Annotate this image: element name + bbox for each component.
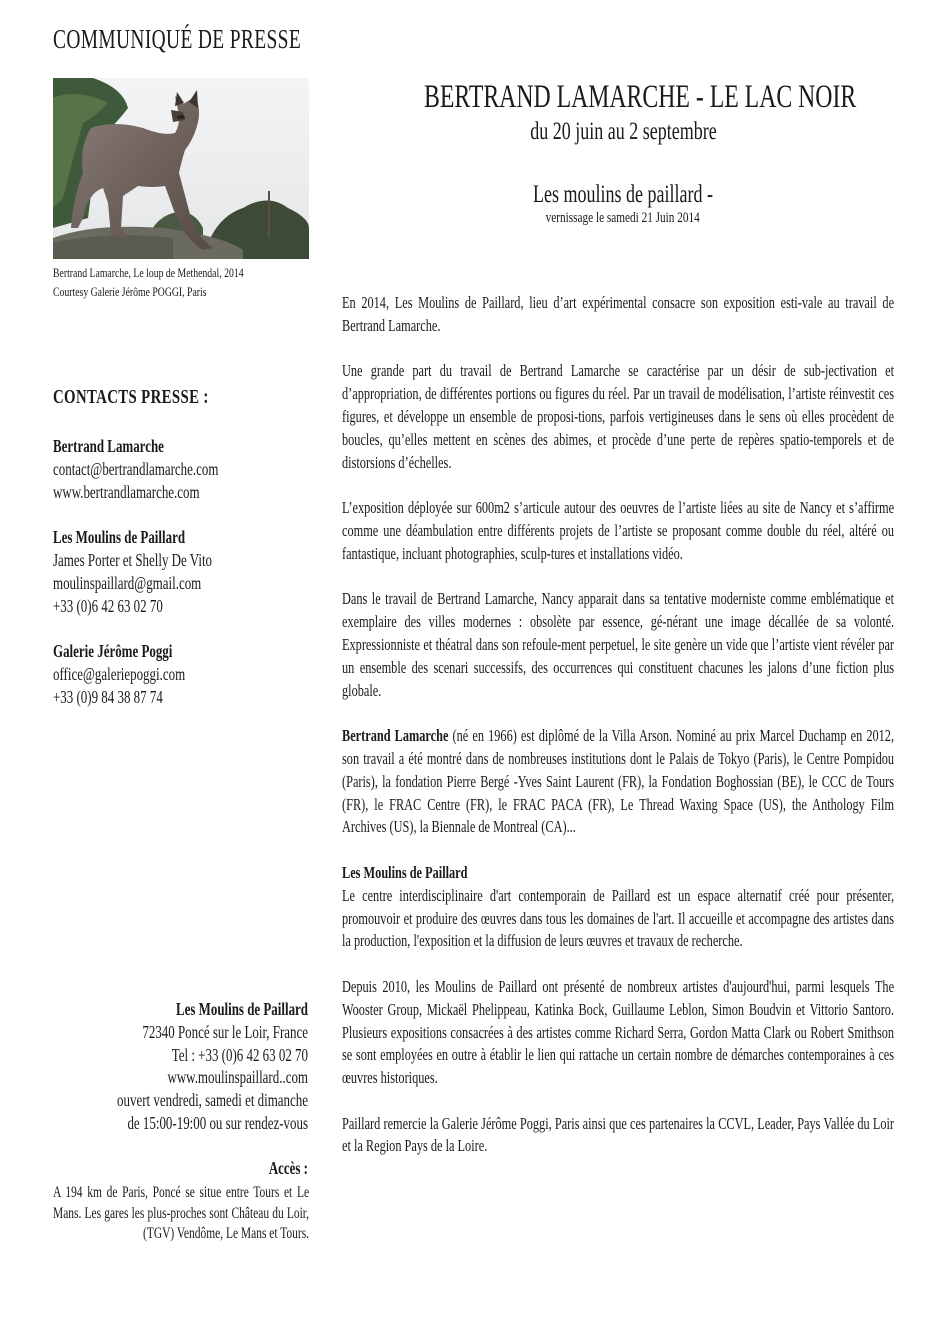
paragraph-exhibition: L’exposition déployée sur 600m2 s’articule autour des oeuvres de l’artiste liées au site de Nancy et s’affirme comme une déambulation entre différents projets de l’artiste se proposant comme double du réel, altéré ou fantastique, incluant photographies, sculp-tures et installations vidéo. [342, 498, 895, 563]
paragraph-bio [342, 725, 894, 839]
photo-caption [53, 264, 297, 302]
address-opening-hours: de 15:00-19:00 ou sur rendez-vous [127, 1112, 308, 1133]
contact-galerie-poggi [53, 640, 349, 708]
press-contacts [53, 385, 453, 731]
caption-line-1: Bertrand Lamarche, Le loup de Methendal, 2014 [53, 266, 244, 280]
contact-email-link[interactable]: contact@bertrandlamarche.com [53, 458, 219, 479]
paragraph-history: Depuis 2010, les Moulins de Paillard ont présenté de nombreux artistes d'aujourd'hui, parmi lesquels The Wooster Group, Mickaël Phelippeau, Katinka Bock, Guillaume Leblon, Simon Boudvin et Vittorio Santoro. Plusieurs expositions consacrées à des artistes comme Richard Serra, Gordon Matta Clark ou Robert Smithson se sont employées en outre à établir le lien qui rattache un certain nombre de démarches contemporaines à ces œuvres historiques. [342, 976, 895, 1088]
venue-section-heading: Les Moulins de Paillard [342, 862, 468, 882]
access-heading: Accès : [268, 1157, 308, 1178]
contact-moulins-de-paillard [53, 526, 349, 617]
bio-artist-name: Bertrand Lamarche [342, 726, 449, 746]
contact-phone: +33 (0)6 42 63 02 70 [53, 595, 163, 616]
paragraph-practice: Une grande part du travail de Bertrand Lamarche se caractérise par un désir de sub-jectivation et d’appropriation, de différentes portions ou figures du réel. Par un travail de modélisation, l’artiste réinvestit ces figures, et développe un ensemble de proposi-tions, parfois vertigineuses dans le sens où elles procèdent de boucles, qu’elles mettent en scènes des abimes, et procède d’une perte de repères spatio-temporels et de distorsions d’échelles. [342, 361, 895, 472]
exhibition-title-text: BERTRAND LAMARCHE - LE LAC NOIR [424, 79, 857, 115]
exhibition-dates-text: du 20 juin au 2 septembre [529, 118, 717, 145]
contact-name: Les Moulins de Paillard [53, 527, 186, 548]
address-venue-name: Les Moulins de Paillard [175, 999, 308, 1019]
contact-email-link[interactable]: moulinspaillard@gmail.com [53, 572, 202, 593]
wolf-sculpture-image [53, 78, 309, 259]
artwork-photo [53, 78, 309, 259]
access-text: A 194 km de Paris, Poncé se situe entre Tours et Le Mans. Les gares les plus-proches sont Château du Loir, (TGV) Vendôme, Le Mans et Tours. [53, 1184, 310, 1242]
contacts-heading: CONTACTS PRESSE : [53, 386, 209, 408]
contact-persons: James Porter et Shelly De Vito [53, 549, 213, 570]
opening-date [340, 209, 906, 227]
document-type-text: COMMUNIQUÉ DE PRESSE [53, 24, 302, 54]
address-website-link[interactable]: www.moulinspaillard..com [167, 1067, 308, 1088]
contact-email-link[interactable]: office@galeriepoggi.com [53, 663, 186, 684]
caption-line-2: Courtesy Galerie Jérôme POGGI, Paris [53, 285, 207, 299]
paragraph-nancy: Dans le travail de Bertrand Lamarche, Nancy apparait dans sa tentative moderniste comme emblématique et exemplaire des villes modernes : obsolète par essence, gé-nérant une image décallée de sa volonté. Expressionniste et théatral dans son refoule-ment perpetuel, le site genère un vide que l’artiste vient révéler par un ensemble des scenari successifs, des occurrences qui constituent chacunes les jalons d’une fiction plus globale. [342, 589, 895, 700]
bio-text: (né en 1966) est diplômé de la Villa Arson. Nominé au prix Marcel Duchamp en 2012, son travail a été montré dans de nombreuses institutions dont le Palais de Tokyo (Paris), le Centre Pompidou (Paris), la fondation Pierre Bergé -Yves Saint Laurent (FR), la Fondation Boghossian (BE), le CCC de Tours (FR), le FRAC Centre (FR), le FRAC PACA (FR), Le Thread Waxing Space (US), the Anthology Film Archives (US), la Biennale de Montreal (CA)... [342, 726, 895, 837]
venue-name [340, 181, 906, 209]
paragraph-intro: En 2014, Les Moulins de Paillard, lieu d’art expérimental consacre son exposition esti-vale au travail de Bertrand Lamarche. [342, 293, 895, 335]
exhibition-dates [340, 117, 906, 147]
contact-website-link[interactable]: www.bertrandlamarche.com [53, 481, 200, 502]
exhibition-title-block [340, 78, 906, 227]
venue-address-block [0, 998, 308, 1180]
address-opening-days: ouvert vendredi, samedi et dimanche [117, 1090, 308, 1111]
contact-bertrand-lamarche [53, 435, 349, 503]
address-phone: Tel : +33 (0)6 42 63 02 70 [171, 1044, 308, 1065]
venue-name-text: Les moulins de paillard - [533, 181, 713, 208]
contact-name: Bertrand Lamarche [53, 436, 164, 456]
opening-date-text: vernissage le samedi 21 Juin 2014 [545, 210, 701, 226]
contact-phone: +33 (0)9 84 38 87 74 [53, 686, 163, 707]
venue-section-text: Le centre interdisciplinaire d'art contemporain de Paillard est un espace alternatif créé pour présenter, promouvoir et produire des œuvres dans tous les domaines de l'art. Il accueille et accompagne des artistes dans la production, l'exposition et la diffusion de leurs œuvres et travaux de recherche. [342, 885, 895, 951]
exhibition-title [340, 78, 906, 116]
contact-name: Galerie Jérôme Poggi [53, 641, 173, 662]
paragraph-venue [342, 862, 894, 953]
access-info [53, 1183, 309, 1245]
address-street: 72340 Poncé sur le Loir, France [142, 1021, 308, 1042]
document-type-heading [53, 24, 398, 55]
paragraph-thanks: Paillard remercie la Galerie Jérôme Poggi, Paris ainsi que ces partenaires la CCVL, Leader, Pays Vallée du Loir et la Region Pays de la Loire. [342, 1113, 895, 1156]
